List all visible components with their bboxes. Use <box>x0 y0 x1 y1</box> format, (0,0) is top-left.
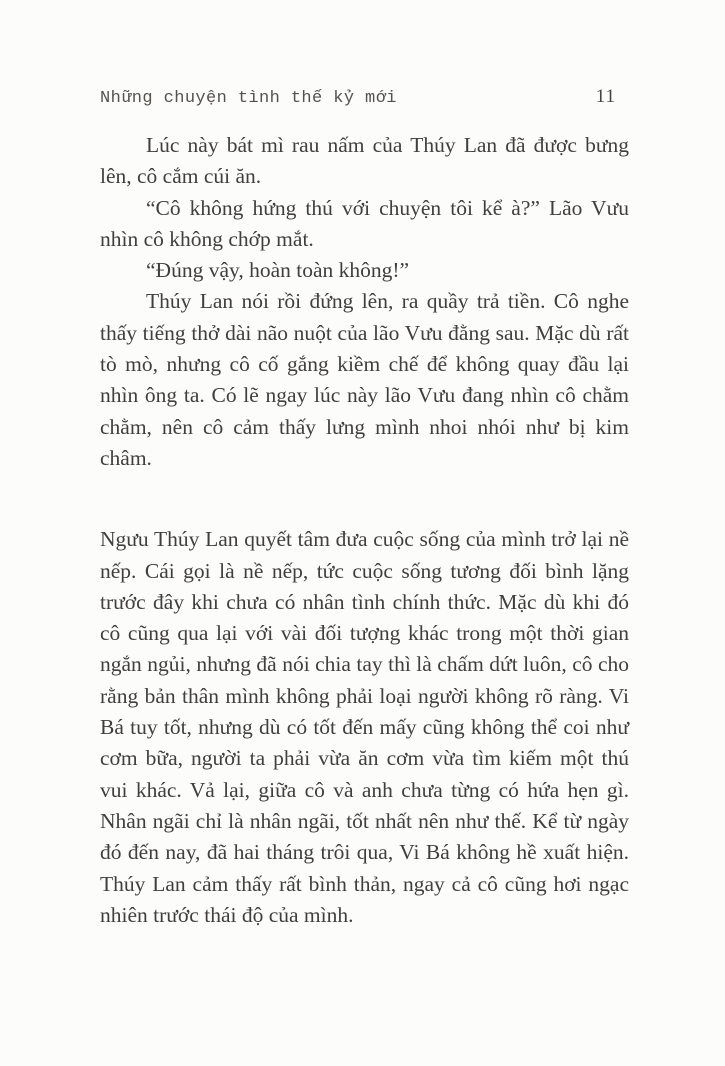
section-dialogue <box>100 130 629 474</box>
page-body <box>100 130 629 931</box>
paragraph: Thúy Lan nói rồi đứng lên, ra quầy trả tiền. Cô nghe thấy tiếng thở dài não nuột của lão Vưu đằng sau. Mặc dù rất tò mò, nhưng cô cố gắng kiềm chế để không quay đầu lại nhìn ông ta. Có lẽ ngay lúc này lão Vưu đang nhìn cô chằm chằm, nên cô cảm thấy lưng mình nhoi nhói như bị kim châm. <box>100 289 629 470</box>
paragraph: Ngưu Thúy Lan quyết tâm đưa cuộc sống của mình trở lại nề nếp. Cái gọi là nề nếp, tức cuộc sống tương đối bình lặng trước đây khi chưa có nhân tình chính thức. Mặc dù khi đó cô cũng qua lại với vài đối tượng khác trong một thời gian ngắn ngủi, nhưng đã nói chia tay thì là chấm dứt luôn, cô cho rằng bản thân mình không phải loại người không rõ ràng. Vi Bá tuy tốt, nhưng dù có tốt đến mấy cũng không thể coi như cơm bữa, người ta phải vừa ăn cơm vừa tìm kiếm một thú vui khác. Vả lại, giữa cô và anh chưa từng có hứa hẹn gì. Nhân ngãi chỉ là nhân ngãi, tốt nhất nên như thế. Kể từ ngày đó đến nay, đã hai tháng trôi qua, Vi Bá không hề xuất hiện. Thúy Lan cảm thấy rất bình thản, ngay cả cô cũng hơi ngạc nhiên trước thái độ của mình. <box>100 527 629 927</box>
page-header <box>100 86 629 108</box>
page-number: 11 <box>595 86 616 107</box>
paragraph: “Đúng vậy, hoàn toàn không!” <box>146 258 410 283</box>
paragraph: “Cô không hứng thú với chuyện tôi kể à?” Lão Vưu nhìn cô không chớp mắt. <box>100 195 629 251</box>
running-title: Những chuyện tình thế kỷ mới <box>100 89 397 108</box>
section-narrative <box>100 524 629 931</box>
paragraph: Lúc này bát mì rau nấm của Thúy Lan đã được bưng lên, cô cắm cúi ăn. <box>100 133 629 189</box>
